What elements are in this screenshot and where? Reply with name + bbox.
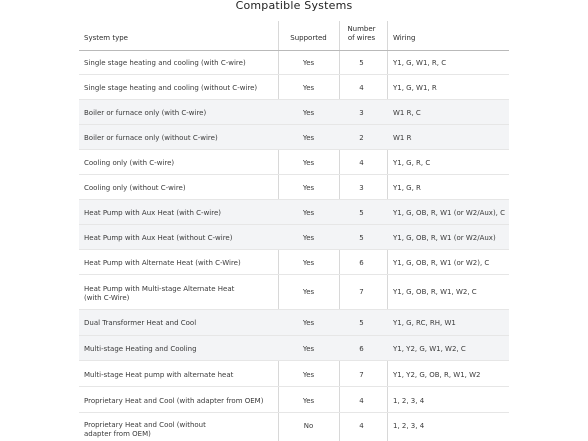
wiring-cell: Y1, Y2, G, OB, R, W1, W2	[393, 371, 481, 379]
wiring-cell: Y1, G, OB, R, W1 (or W2/Aux), C	[393, 209, 506, 217]
wires-cell: 4	[359, 84, 364, 92]
table-row	[79, 100, 509, 125]
header-supported: Supported	[290, 34, 327, 42]
system-type-cell: Multi-stage Heat pump with alternate heat	[84, 371, 234, 379]
table-row	[79, 413, 509, 441]
wiring-cell: 1, 2, 3, 4	[393, 397, 425, 405]
supported-cell: No	[303, 422, 314, 430]
wiring-cell: Y1, G, OB, R, W1 (or W2), C	[393, 259, 490, 267]
header-wires-line2: of wires	[347, 34, 376, 42]
table-row	[79, 275, 509, 310]
wiring-cell: Y1, G, W1, R	[393, 84, 437, 92]
table-header	[79, 21, 509, 51]
table-row	[79, 310, 509, 336]
compatibility-table	[79, 21, 509, 441]
header-wires-line1: Number	[347, 25, 376, 33]
system-type-cell: Heat Pump with Multi-stage Alternate Heat	[84, 285, 235, 293]
system-type-cell-line2: adapter from OEM)	[84, 430, 151, 438]
wiring-cell: Y1, G, RC, RH, W1	[393, 319, 456, 327]
system-type-cell: Proprietary Heat and Cool (with adapter from OEM)	[84, 397, 264, 405]
header-wiring: Wiring	[393, 34, 416, 42]
table-row	[79, 175, 509, 200]
system-type-cell: Cooling only (with C-wire)	[84, 159, 175, 167]
table-row	[79, 125, 509, 150]
supported-cell: Yes	[302, 84, 315, 92]
supported-cell: Yes	[302, 184, 315, 192]
supported-cell: Yes	[302, 134, 315, 142]
table-row	[79, 50, 509, 75]
wiring-cell: 1, 2, 3, 4	[393, 422, 425, 430]
supported-cell: Yes	[302, 159, 315, 167]
wires-cell: 5	[359, 209, 364, 217]
wires-cell: 4	[359, 397, 364, 405]
supported-cell: Yes	[302, 209, 315, 217]
system-type-cell-line2: (with C-Wire)	[84, 294, 130, 302]
system-type-cell: Proprietary Heat and Cool (without	[84, 421, 206, 429]
wires-cell: 5	[359, 319, 364, 327]
system-type-cell: Heat Pump with Alternate Heat (with C-Wire)	[84, 259, 241, 267]
supported-cell: Yes	[302, 234, 315, 242]
supported-cell: Yes	[302, 345, 315, 353]
wiring-cell: Y1, Y2, G, W1, W2, C	[393, 345, 466, 353]
system-type-cell: Single stage heating and cooling (without C-wire)	[84, 84, 258, 92]
wires-cell: 5	[359, 234, 364, 242]
table-row	[79, 250, 509, 275]
table-row	[79, 336, 509, 361]
table-row	[79, 225, 509, 250]
table-row	[79, 150, 509, 175]
supported-cell: Yes	[302, 397, 315, 405]
table-row	[79, 387, 509, 413]
wires-cell: 3	[359, 184, 364, 192]
wires-cell: 7	[359, 288, 364, 296]
wires-cell: 2	[359, 134, 364, 142]
wires-cell: 3	[359, 109, 364, 117]
wiring-cell: Y1, G, R	[393, 184, 421, 192]
system-type-cell: Multi-stage Heating and Cooling	[84, 345, 197, 353]
wires-cell: 6	[359, 259, 364, 267]
system-type-cell: Heat Pump with Aux Heat (with C-wire)	[84, 209, 222, 217]
wires-cell: 4	[359, 159, 364, 167]
supported-cell: Yes	[302, 371, 315, 379]
wiring-cell: Y1, G, R, C	[393, 159, 431, 167]
wires-cell: 7	[359, 371, 364, 379]
wires-cell: 6	[359, 345, 364, 353]
wiring-cell: Y1, G, OB, R, W1, W2, C	[393, 288, 477, 296]
supported-cell: Yes	[302, 109, 315, 117]
system-type-cell: Boiler or furnace only (with C-wire)	[84, 109, 207, 117]
supported-cell: Yes	[302, 259, 315, 267]
supported-cell: Yes	[302, 319, 315, 327]
wires-cell: 5	[359, 59, 364, 67]
wiring-cell: W1 R, C	[393, 109, 421, 117]
system-type-cell: Heat Pump with Aux Heat (without C-wire)	[84, 234, 233, 242]
system-type-cell: Boiler or furnace only (without C-wire)	[84, 134, 218, 142]
table-row	[79, 361, 509, 387]
system-type-cell: Cooling only (without C-wire)	[84, 184, 186, 192]
table-row	[79, 75, 509, 100]
table-title: Compatible Systems	[235, 0, 353, 12]
system-type-cell: Single stage heating and cooling (with C-wire)	[84, 59, 246, 67]
wiring-cell: Y1, G, W1, R, C	[393, 59, 447, 67]
system-type-cell: Dual Transformer Heat and Cool	[84, 319, 197, 327]
header-system-type: System type	[84, 34, 128, 42]
supported-cell: Yes	[302, 59, 315, 67]
supported-cell: Yes	[302, 288, 315, 296]
wiring-cell: W1 R	[393, 134, 412, 142]
wires-cell: 4	[359, 422, 364, 430]
wiring-cell: Y1, G, OB, R, W1 (or W2/Aux)	[393, 234, 496, 242]
table-row	[79, 200, 509, 225]
